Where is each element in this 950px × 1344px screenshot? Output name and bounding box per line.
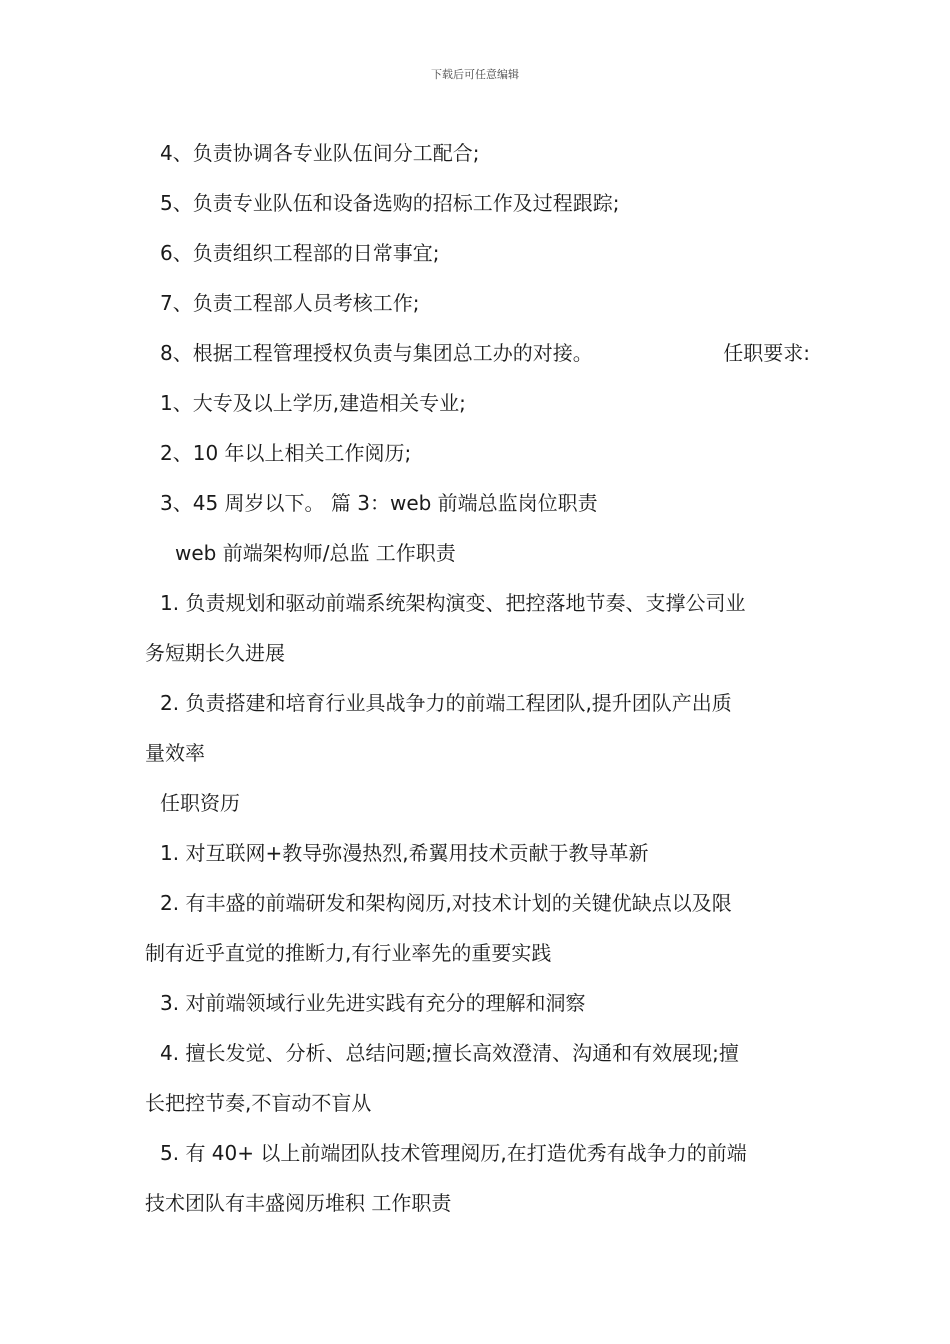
paragraph-line-text: 8、根据工程管理授权负责与集团总工办的对接。 — [160, 341, 593, 365]
section-heading: web 前端架构师/总监 工作职责 — [175, 541, 456, 565]
paragraph-line: 7、负责工程部人员考核工作; — [160, 291, 420, 315]
paragraph-line: 1. 负责规划和驱动前端系统架构演变、把控落地节奏、支撑公司业 — [160, 591, 746, 615]
paragraph-line: 3. 对前端领域行业先进实践有充分的理解和洞察 — [160, 991, 586, 1015]
paragraph-line: 务短期长久进展 — [145, 641, 285, 665]
paragraph-line: 1. 对互联网+教导弥漫热烈,希翼用技术贡献于教导革新 — [160, 841, 649, 865]
paragraph-line: 3、45 周岁以下。 篇 3：web 前端总监岗位职责 — [160, 491, 598, 515]
paragraph-line: 2. 有丰盛的前端研发和架构阅历,对技术计划的关键优缺点以及限 — [160, 891, 732, 915]
paragraph-line: 4、负责协调各专业队伍间分工配合; — [160, 141, 480, 165]
paragraph-line: 1、大专及以上学历,建造相关专业; — [160, 391, 466, 415]
paragraph-line: 5. 有 40+ 以上前端团队技术管理阅历,在打造优秀有战争力的前端 — [160, 1141, 747, 1165]
document-body — [145, 128, 810, 1228]
paragraph-line: 制有近乎直觉的推断力,有行业率先的重要实践 — [145, 941, 552, 965]
section-heading: 任职资历 — [160, 791, 240, 815]
paragraph-line: 6、负责组织工程部的日常事宜; — [160, 241, 440, 265]
paragraph-line: 长把控节奏,不盲动不盲从 — [145, 1091, 372, 1115]
paragraph-line: 5、负责专业队伍和设备选购的招标工作及过程跟踪; — [160, 191, 620, 215]
section-heading-requirements: 任职要求: — [723, 341, 810, 365]
header-note: 下载后可任意编辑 — [431, 68, 519, 81]
paragraph-line: 4. 擅长发觉、分析、总结问题;擅长高效澄清、沟通和有效展现;擅 — [160, 1041, 739, 1065]
paragraph-line: 量效率 — [145, 741, 205, 765]
paragraph-line — [145, 328, 810, 378]
paragraph-line: 2、10 年以上相关工作阅历; — [160, 441, 412, 465]
paragraph-line: 2. 负责搭建和培育行业具战争力的前端工程团队,提升团队产出质 — [160, 691, 732, 715]
paragraph-line: 技术团队有丰盛阅历堆积 工作职责 — [145, 1191, 452, 1215]
